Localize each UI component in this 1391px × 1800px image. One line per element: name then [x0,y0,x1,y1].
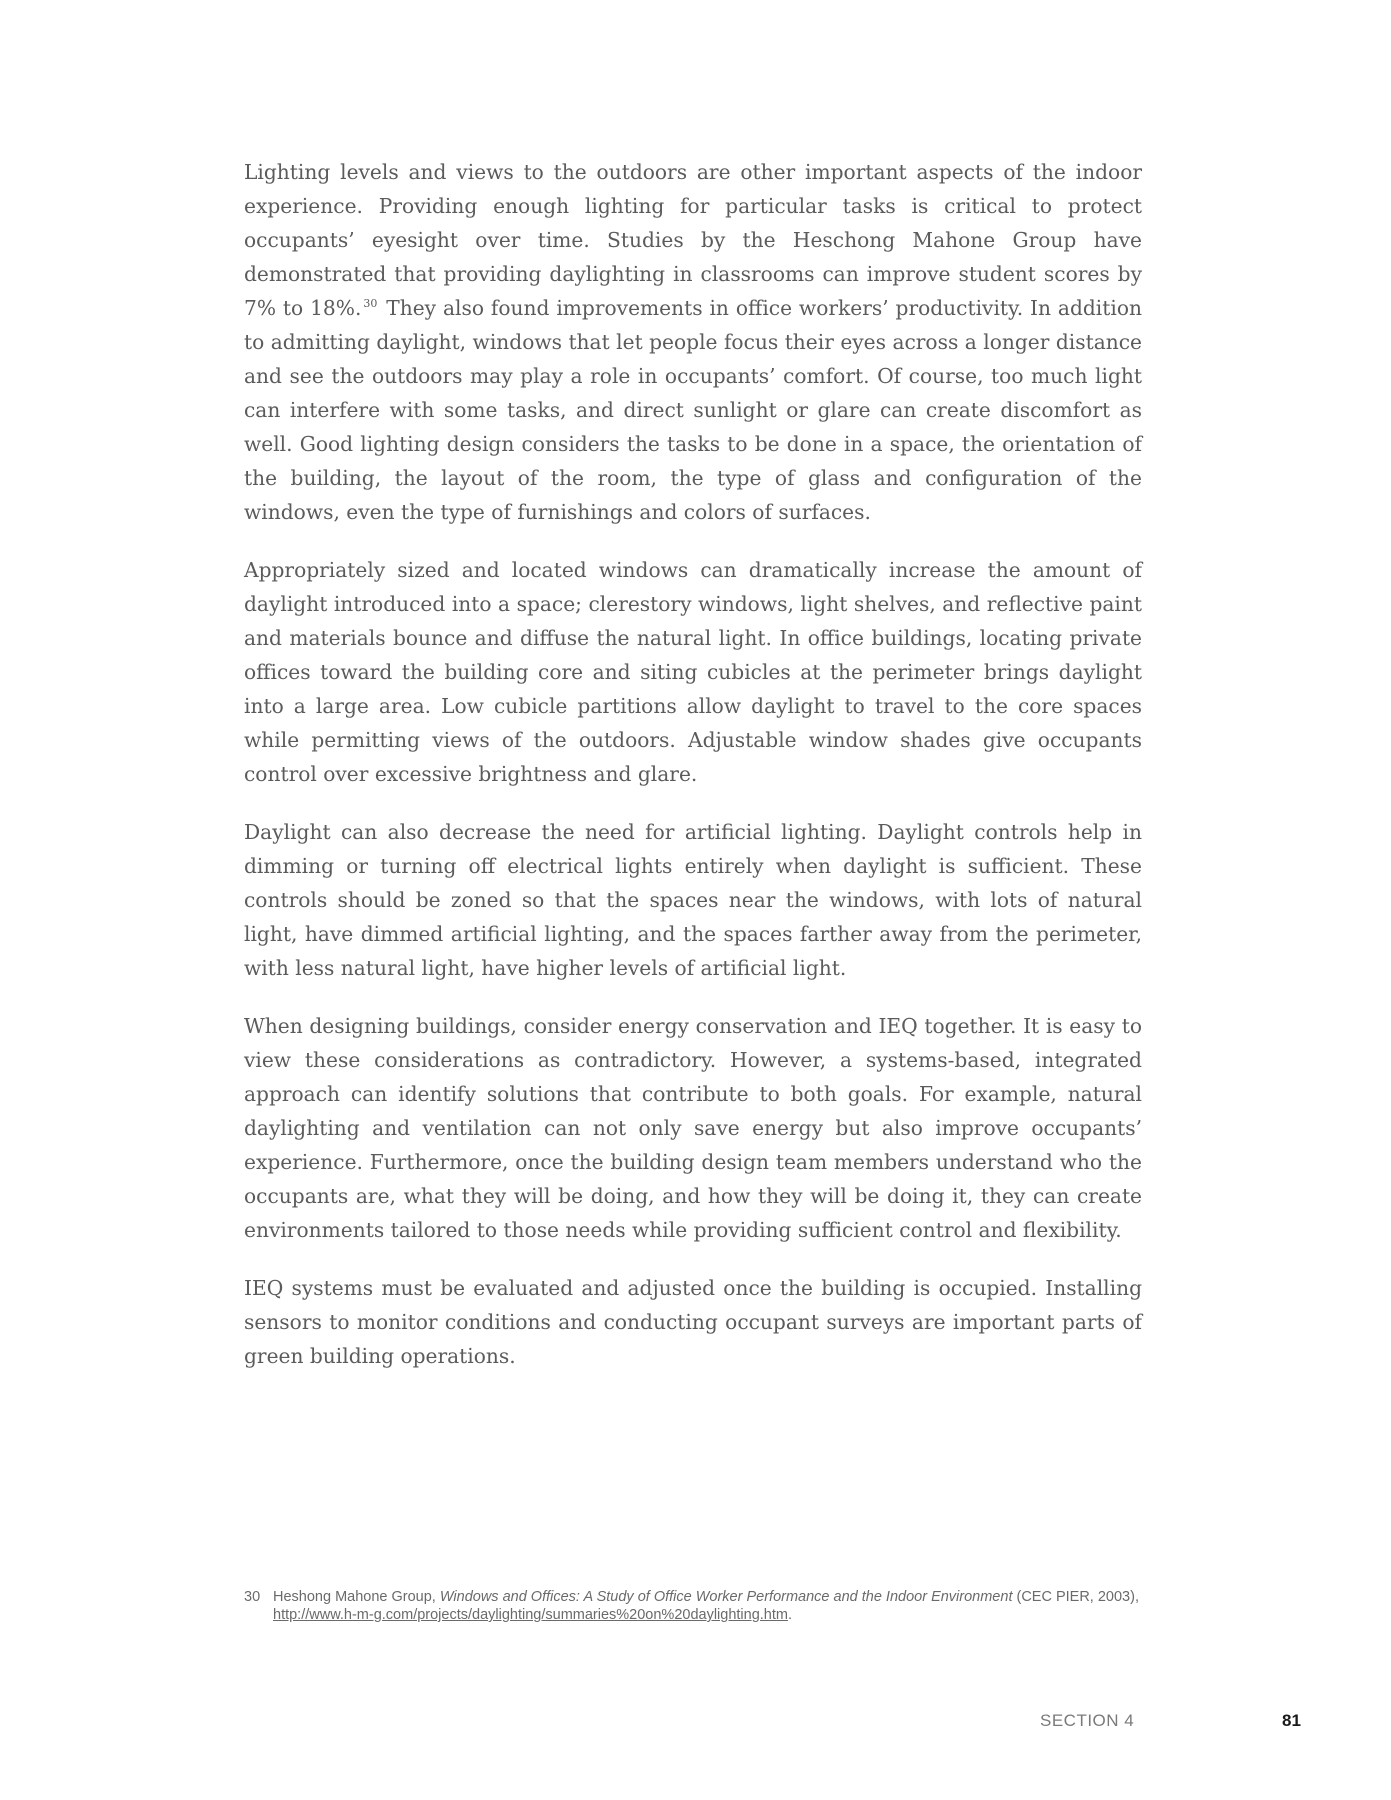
paragraph-ieq-systems: IEQ systems must be evaluated and adjusted once the building is occupied. Installing sensors to monitor conditions and conducting occupant surveys are important parts of green building operations. [244,1276,1142,1368]
paragraph-text: They also found improvements in office workers’ productivity. In addition to admitting daylight, windows that let people focus their eyes across a longer distance and see the outdoors may play a role in occupants’ comfort. Of course, too much light can interfere with some tasks, and direct sunlight or glare can create discomfort as well. Good lighting design considers the tasks to be done in a space, the orientation of the building, the layout of the room, the type of glass and configuration of the windows, even the type of furnishings and colors of surfaces. [244,296,1142,524]
section-label: SECTION 4 [1040,1711,1135,1730]
page-number: 81 [1282,1711,1301,1730]
paragraph-lighting-levels [244,155,1142,529]
footnote-reference[interactable]: 30 [363,297,378,310]
footnote [244,1588,1144,1624]
footnote-author: Heshong Mahone Group, [273,1589,440,1605]
paragraph-text: Lighting levels and views to the outdoors are other important aspects of the indoor experience. Providing enough lighting for particular tasks is critical to protect occupants’ eyesight over time. Studies by the Heschong Mahone Group have demonstrated that providing daylighting in classrooms can improve student scores by 7% to 18%. [244,160,1142,320]
paragraph-windows: Appropriately sized and located windows can dramatically increase the amount of daylight introduced into a space; clerestory windows, light shelves, and reflective paint and materials bounce and diffuse the natural light. In office buildings, locating private offices toward the building core and siting cubicles at the perimeter brings daylight into a large area. Low cubicle partitions allow daylight to travel to the core spaces while permitting views of the outdoors. Adjustable window shades give occupants control over excessive brightness and glare. [244,558,1142,786]
footnote-end: . [787,1607,793,1623]
footnote-url-link[interactable]: http://www.h-m-g.com/projects/daylighting/summaries%20on%20daylighting.htm [273,1607,788,1623]
body-text [244,155,1142,1397]
footnote-source: (CEC PIER, 2003), [1012,1589,1139,1605]
footnote-number: 30 [244,1589,261,1605]
footnote-title: Windows and Offices: A Study of Office Worker Performance and the Indoor Environment [439,1589,1013,1605]
footnote-text [273,1588,1144,1624]
paragraph-daylight-controls: Daylight can also decrease the need for artificial lighting. Daylight controls help in dimming or turning off electrical lights entirely when daylight is sufficient. These controls should be zoned so that the spaces near the windows, with lots of natural light, have dimmed artificial lighting, and the spaces farther away from the perimeter, with less natural light, have higher levels of artificial light. [244,820,1142,980]
paragraph-energy-ieq: When designing buildings, consider energy conservation and IEQ together. It is easy to view these considerations as contradictory. However, a systems-based, integrated approach can identify solutions that contribute to both goals. For example, natural daylighting and ventilation can not only save energy but also improve occupants’ experience. Furthermore, once the building design team members understand who the occupants are, what they will be doing, and how they will be doing it, they can create environments tailored to those needs while providing sufficient control and flexibility. [244,1014,1142,1242]
